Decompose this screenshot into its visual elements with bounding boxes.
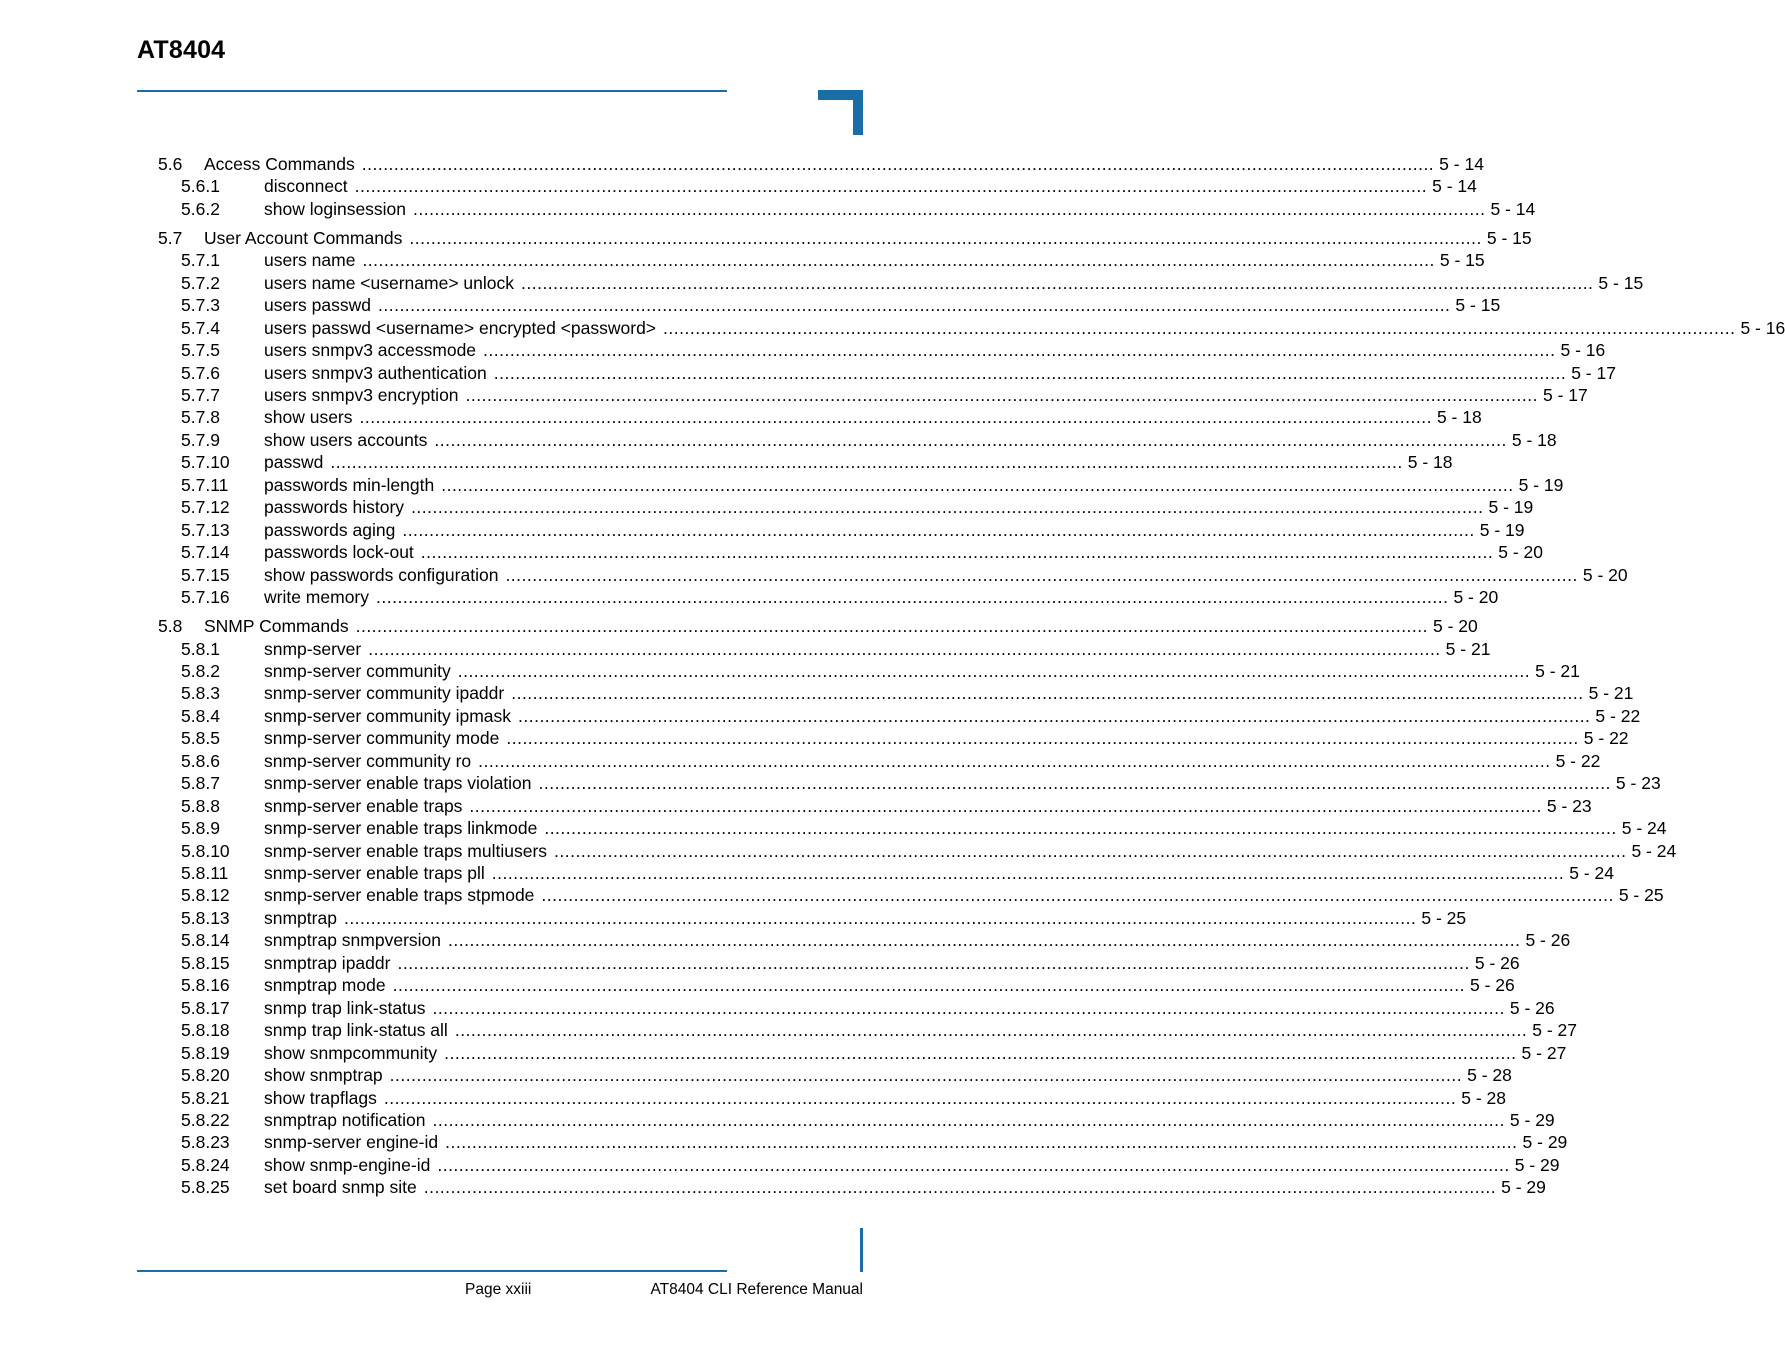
toc-entry-page: 5 - 19 — [1488, 497, 1534, 518]
toc-entry-page: 5 - 23 — [1615, 773, 1661, 794]
toc-entry-title: snmp-server community ipaddr — [264, 683, 505, 704]
toc-entry-page: 5 - 29 — [1509, 1109, 1555, 1130]
toc-entry-number: 5.6 — [158, 154, 183, 174]
toc-subsection-entry[interactable] — [0, 885, 1664, 906]
toc-subsection-entry[interactable] — [0, 198, 1536, 220]
toc-subsection-entry[interactable] — [0, 1042, 1567, 1064]
toc-dot-leader: ........................................................................................................................................................................................................ — [478, 750, 1551, 771]
toc-entry-number: 5.7.11 — [181, 474, 229, 495]
toc-entry-title: snmp-server engine-id — [264, 1132, 439, 1153]
toc-entry-title: snmptrap mode — [264, 975, 386, 996]
toc-dot-leader: ........................................................................................................................................................................................................ — [368, 638, 1441, 659]
footer-manual-title: AT8404 CLI Reference Manual — [650, 1281, 863, 1298]
toc-entry-page: 5 - 23 — [1546, 795, 1592, 816]
toc-entry-page: 5 - 24 — [1569, 863, 1614, 883]
toc-dot-leader: ........................................................................................................................................................................................................ — [448, 930, 1521, 951]
toc-subsection-entry[interactable] — [0, 975, 1515, 996]
toc-entry-page: 5 - 14 — [1432, 176, 1477, 197]
toc-dot-leader: ........................................................................................................................................................................................................ — [457, 660, 1531, 681]
header-rule — [137, 90, 727, 92]
toc-subsection-entry[interactable] — [0, 272, 1644, 294]
toc-entry-page: 5 - 29 — [1514, 1154, 1560, 1175]
toc-subsection-entry[interactable] — [0, 474, 1564, 496]
toc-entry-title: snmp-server — [264, 638, 362, 659]
toc-entry-title: snmp trap link-status — [264, 997, 426, 1018]
toc-dot-leader: ........................................................................................................................................................................................................ — [432, 1109, 1505, 1130]
toc-entry-number: 5.6.1 — [181, 176, 220, 197]
toc-dot-leader: ........................................................................................................................................................................................................ — [444, 1042, 1517, 1063]
toc-entry-page: 5 - 26 — [1474, 952, 1520, 973]
toc-section-entry[interactable] — [0, 616, 1478, 637]
toc-subsection-entry[interactable] — [0, 362, 1616, 384]
toc-dot-leader: ........................................................................................................................................................................................................ — [420, 542, 1494, 563]
toc-entry-page: 5 - 26 — [1525, 930, 1571, 951]
toc-entry-number: 5.7.4 — [181, 317, 220, 338]
toc-entry-title: snmp-server enable traps stpmode — [264, 885, 535, 906]
toc-dot-leader: ........................................................................................................................................................................................................ — [359, 407, 1432, 428]
toc-dot-leader: ........................................................................................................................................................................................................ — [469, 795, 1542, 816]
toc-entry-title: snmp-server enable traps multiusers — [264, 840, 548, 861]
toc-entry-page: 5 - 18 — [1436, 407, 1482, 428]
toc-entry-number: 5.7.10 — [181, 452, 230, 473]
toc-entry-page: 5 - 25 — [1421, 907, 1467, 928]
toc-entry-page: 5 - 21 — [1588, 683, 1634, 704]
toc-entry-number: 5.8.15 — [181, 952, 230, 973]
toc-entry-page: 5 - 25 — [1618, 885, 1664, 906]
toc-entry-number: 5.7.1 — [181, 250, 220, 271]
toc-entry-number: 5.8.9 — [181, 818, 220, 839]
toc-subsection-entry[interactable] — [0, 997, 1555, 1019]
toc-entry-page: 5 - 22 — [1555, 750, 1601, 771]
toc-entry-title: snmp-server enable traps linkmode — [264, 818, 538, 839]
toc-subsection-entry[interactable] — [0, 385, 1588, 406]
toc-dot-leader: ........................................................................................................................................................................................................ — [423, 1177, 1497, 1198]
toc-entry-title: passwords aging — [264, 519, 396, 540]
toc-entry-number: 5.6.2 — [181, 198, 220, 219]
toc-entry-page: 5 - 19 — [1479, 519, 1525, 540]
toc-entry-page: 5 - 20 — [1433, 616, 1478, 636]
toc-entry-page: 5 - 27 — [1532, 1020, 1577, 1041]
toc-entry-number: 5.7 — [158, 227, 183, 248]
toc-entry-number: 5.8.10 — [181, 840, 230, 861]
footer-rule — [137, 1270, 727, 1272]
toc-subsection-entry[interactable] — [0, 295, 1501, 316]
toc-dot-leader: ........................................................................................................................................................................................................ — [505, 564, 1578, 585]
toc-subsection-entry[interactable] — [0, 1020, 1577, 1041]
toc-entry-page: 5 - 16 — [1740, 317, 1785, 338]
toc-entry-title: snmp-server community mode — [264, 728, 500, 749]
toc-entry-number: 5.7.2 — [181, 272, 220, 293]
toc-entry-page: 5 - 14 — [1490, 198, 1536, 219]
toc-entry-number: 5.8.12 — [181, 885, 230, 906]
toc-entry-page: 5 - 16 — [1560, 340, 1606, 361]
toc-entry-title: show trapflags — [264, 1087, 377, 1108]
toc-subsection-entry[interactable] — [0, 638, 1491, 660]
toc-dot-leader: ........................................................................................................................................................................................................ — [402, 519, 1475, 540]
toc-entry-title: snmp-server community ro — [264, 750, 472, 771]
toc-subsection-entry[interactable] — [0, 452, 1453, 473]
toc-entry-page: 5 - 29 — [1522, 1132, 1568, 1153]
toc-subsection-entry[interactable] — [0, 683, 1634, 704]
toc-entry-page: 5 - 22 — [1583, 728, 1629, 749]
document-title: AT8404 — [137, 36, 226, 64]
toc-dot-leader: ........................................................................................................................................................................................................ — [361, 154, 1435, 174]
toc-dot-leader: ........................................................................................................................................................................................................ — [354, 176, 1428, 197]
toc-subsection-entry[interactable] — [0, 519, 1525, 541]
toc-entry-page: 5 - 28 — [1461, 1087, 1507, 1108]
toc-subsection-entry[interactable] — [0, 840, 1677, 862]
toc-subsection-entry[interactable] — [0, 317, 1785, 339]
toc-dot-leader: ........................................................................................................................................................................................................ — [663, 317, 1736, 338]
toc-entry-title: write memory — [264, 587, 370, 607]
toc-entry-number: 5.7.3 — [181, 295, 220, 316]
toc-subsection-entry[interactable] — [0, 1065, 1512, 1086]
toc-entry-number: 5.7.12 — [181, 497, 230, 518]
toc-dot-leader: ........................................................................................................................................................................................................ — [506, 728, 1579, 749]
toc-subsection-entry[interactable] — [0, 497, 1534, 518]
toc-entry-title: passwd — [264, 452, 324, 473]
toc-entry-number: 5.8.2 — [181, 660, 220, 681]
toc-entry-page: 5 - 26 — [1470, 975, 1515, 996]
toc-dot-leader: ........................................................................................................................................................................................................ — [541, 885, 1614, 906]
toc-subsection-entry[interactable] — [0, 542, 1543, 563]
toc-entry-number: 5.7.14 — [181, 542, 230, 563]
toc-entry-number: 5.8.16 — [181, 975, 230, 996]
toc-entry-number: 5.8.8 — [181, 795, 220, 816]
toc-dot-leader: ........................................................................................................................................................................................................ — [518, 705, 1591, 726]
toc-entry-title: passwords min-length — [264, 474, 435, 495]
toc-subsection-entry[interactable] — [0, 250, 1485, 271]
toc-entry-title: snmp-server community — [264, 660, 451, 681]
toc-entry-page: 5 - 27 — [1521, 1042, 1567, 1063]
toc-subsection-entry[interactable] — [0, 907, 1467, 929]
toc-subsection-entry[interactable] — [0, 728, 1629, 749]
toc-subsection-entry[interactable] — [0, 818, 1667, 839]
toc-dot-leader: ........................................................................................................................................................................................................ — [355, 616, 1429, 636]
toc-entry-title: show users — [264, 407, 353, 428]
toc-dot-leader: ........................................................................................................................................................................................................ — [411, 497, 1484, 518]
toc-entry-title: snmptrap ipaddr — [264, 952, 391, 973]
toc-subsection-entry[interactable] — [0, 773, 1661, 794]
toc-dot-leader: ........................................................................................................................................................................................................ — [378, 295, 1451, 316]
toc-dot-leader: ........................................................................................................................................................................................................ — [330, 452, 1403, 473]
toc-entry-title: set board snmp site — [264, 1177, 417, 1198]
toc-subsection-entry[interactable] — [0, 564, 1628, 586]
toc-entry-title: users passwd <username> encrypted <password> — [264, 317, 657, 338]
toc-entry-page: 5 - 26 — [1509, 997, 1555, 1018]
toc-entry-number: 5.8.14 — [181, 930, 230, 951]
toc-entry-title: disconnect — [264, 176, 348, 197]
toc-subsection-entry[interactable] — [0, 660, 1580, 682]
toc-dot-leader: ........................................................................................................................................................................................................ — [362, 250, 1435, 271]
toc-entry-title: users passwd — [264, 295, 371, 316]
toc-entry-number: 5.8.17 — [181, 997, 230, 1018]
toc-subsection-entry[interactable] — [0, 407, 1482, 428]
toc-section-entry[interactable] — [0, 227, 1532, 249]
toc-subsection-entry[interactable] — [0, 750, 1601, 772]
toc-dot-leader: ........................................................................................................................................................................................................ — [389, 1065, 1463, 1085]
toc-dot-leader: ........................................................................................................................................................................................................ — [544, 818, 1617, 839]
toc-entry-page: 5 - 20 — [1498, 542, 1543, 563]
toc-subsection-entry[interactable] — [0, 587, 1499, 608]
toc-entry-number: 5.8.18 — [181, 1020, 230, 1041]
toc-entry-title: show loginsession — [264, 198, 407, 219]
toc-entry-title: users name <username> unlock — [264, 272, 514, 293]
toc-entry-title: show snmp-engine-id — [264, 1154, 431, 1175]
toc-entry-page: 5 - 20 — [1453, 587, 1499, 607]
toc-entry-number: 5.8.5 — [181, 728, 220, 749]
toc-entry-number: 5.8.22 — [181, 1109, 230, 1130]
toc-entry-title: users name — [264, 250, 356, 271]
toc-entry-number: 5.7.13 — [181, 519, 230, 540]
toc-entry-number: 5.7.9 — [181, 429, 220, 450]
toc-entry-page: 5 - 14 — [1439, 154, 1484, 174]
toc-dot-leader: ........................................................................................................................................................................................................ — [538, 773, 1611, 794]
toc-dot-leader: ........................................................................................................................................................................................................ — [397, 952, 1470, 973]
toc-subsection-entry[interactable] — [0, 863, 1614, 884]
toc-entry-title: users snmpv3 encryption — [264, 385, 459, 405]
toc-entry-title: snmptrap notification — [264, 1109, 426, 1130]
toc-entry-number: 5.7.15 — [181, 564, 230, 585]
toc-dot-leader: ........................................................................................................................................................................................................ — [465, 385, 1538, 405]
footer-page-number: Page xxiii — [465, 1281, 532, 1298]
toc-entry-title: User Account Commands — [204, 227, 403, 248]
toc-subsection-entry[interactable] — [0, 1154, 1560, 1176]
toc-entry-title: SNMP Commands — [204, 616, 349, 636]
toc-subsection-entry[interactable] — [0, 930, 1571, 951]
toc-entry-number: 5.8.25 — [181, 1177, 230, 1198]
toc-entry-page: 5 - 28 — [1467, 1065, 1512, 1085]
toc-entry-number: 5.8.23 — [181, 1132, 230, 1153]
toc-entry-title: users snmpv3 authentication — [264, 362, 487, 383]
toc-dot-leader: ........................................................................................................................................................................................................ — [554, 840, 1627, 861]
toc-dot-leader: ........................................................................................................................................................................................................ — [392, 975, 1466, 996]
corner-mark-top — [818, 90, 863, 135]
toc-entry-title: show snmpcommunity — [264, 1042, 438, 1063]
toc-dot-leader: ........................................................................................................................................................................................................ — [376, 587, 1449, 607]
toc-subsection-entry[interactable] — [0, 795, 1592, 817]
toc-entry-title: show users accounts — [264, 429, 428, 450]
toc-entry-title: snmptrap snmpversion — [264, 930, 442, 951]
toc-entry-page: 5 - 21 — [1445, 638, 1491, 659]
toc-entry-number: 5.8.4 — [181, 705, 220, 726]
toc-entry-page: 5 - 24 — [1631, 840, 1677, 861]
toc-entry-page: 5 - 22 — [1595, 705, 1641, 726]
toc-section-entry[interactable] — [0, 154, 1484, 175]
toc-entry-title: snmp-server enable traps pll — [264, 863, 485, 883]
toc-dot-leader: ........................................................................................................................................................................................................ — [437, 1154, 1510, 1175]
toc-entry-number: 5.8.19 — [181, 1042, 230, 1063]
toc-entry-page: 5 - 15 — [1439, 250, 1485, 271]
toc-dot-leader: ........................................................................................................................................................................................................ — [493, 362, 1567, 383]
toc-entry-number: 5.8.7 — [181, 773, 220, 794]
toc-entry-number: 5.7.5 — [181, 340, 220, 361]
toc-dot-leader: ........................................................................................................................................................................................................ — [343, 907, 1417, 928]
toc-entry-page: 5 - 21 — [1535, 660, 1580, 681]
toc-entry-title: snmp-server enable traps — [264, 795, 463, 816]
toc-entry-title: passwords history — [264, 497, 405, 518]
toc-entry-page: 5 - 19 — [1518, 474, 1564, 495]
toc-dot-leader: ........................................................................................................................................................................................................ — [445, 1132, 1518, 1153]
toc-entry-page: 5 - 15 — [1486, 227, 1532, 248]
toc-entry-number: 5.8.11 — [181, 863, 229, 883]
toc-entry-title: show passwords configuration — [264, 564, 499, 585]
toc-dot-leader: ........................................................................................................................................................................................................ — [454, 1020, 1528, 1041]
toc-subsection-entry[interactable] — [0, 176, 1477, 197]
toc-entry-number: 5.8.20 — [181, 1065, 230, 1085]
toc-entry-number: 5.8.13 — [181, 907, 230, 928]
toc-entry-number: 5.8 — [158, 616, 183, 636]
toc-entry-title: snmp trap link-status all — [264, 1020, 448, 1041]
toc-dot-leader: ........................................................................................................................................................................................................ — [434, 429, 1507, 450]
toc-dot-leader: ........................................................................................................................................................................................................ — [432, 997, 1505, 1018]
toc-dot-leader: ........................................................................................................................................................................................................ — [483, 340, 1556, 361]
toc-subsection-entry[interactable] — [0, 1132, 1568, 1153]
toc-entry-number: 5.7.16 — [181, 587, 230, 607]
toc-dot-leader: ........................................................................................................................................................................................................ — [511, 683, 1584, 704]
toc-entry-title: passwords lock-out — [264, 542, 414, 563]
toc-dot-leader: ........................................................................................................................................................................................................ — [441, 474, 1514, 495]
toc-entry-title: Access Commands — [204, 154, 355, 174]
toc-subsection-entry[interactable] — [0, 952, 1520, 974]
toc-entry-page: 5 - 29 — [1501, 1177, 1546, 1198]
toc-dot-leader: ........................................................................................................................................................................................................ — [491, 863, 1565, 883]
toc-entry-page: 5 - 17 — [1571, 362, 1616, 383]
toc-entry-number: 5.8.1 — [181, 638, 220, 659]
toc-entry-page: 5 - 24 — [1621, 818, 1667, 839]
toc-entry-page: 5 - 17 — [1542, 385, 1588, 405]
toc-subsection-entry[interactable] — [0, 1109, 1555, 1131]
toc-dot-leader: ........................................................................................................................................................................................................ — [409, 227, 1482, 248]
toc-subsection-entry[interactable] — [0, 340, 1606, 361]
toc-subsection-entry[interactable] — [0, 429, 1557, 451]
toc-entry-title: users snmpv3 accessmode — [264, 340, 477, 361]
toc-entry-number: 5.8.3 — [181, 683, 220, 704]
toc-subsection-entry[interactable] — [0, 1177, 1546, 1198]
toc-subsection-entry[interactable] — [0, 1087, 1507, 1109]
toc-entry-title: snmp-server community ipmask — [264, 705, 511, 726]
toc-entry-title: snmptrap — [264, 907, 337, 928]
corner-mark-bottom — [860, 1228, 863, 1272]
toc-entry-page: 5 - 20 — [1582, 564, 1628, 585]
toc-entry-number: 5.8.21 — [181, 1087, 230, 1108]
toc-dot-leader: ........................................................................................................................................................................................................ — [413, 198, 1486, 219]
toc-entry-number: 5.8.24 — [181, 1154, 230, 1175]
toc-entry-number: 5.8.6 — [181, 750, 220, 771]
toc-dot-leader: ........................................................................................................................................................................................................ — [521, 272, 1594, 293]
toc-subsection-entry[interactable] — [0, 705, 1641, 727]
toc-entry-page: 5 - 15 — [1455, 295, 1501, 316]
toc-entry-page: 5 - 18 — [1511, 429, 1557, 450]
toc-entry-page: 5 - 18 — [1407, 452, 1453, 473]
toc-entry-number: 5.7.6 — [181, 362, 220, 383]
toc-entry-number: 5.7.8 — [181, 407, 220, 428]
toc-entry-title: show snmptrap — [264, 1065, 383, 1085]
toc-entry-number: 5.7.7 — [181, 385, 220, 405]
toc-entry-title: snmp-server enable traps violation — [264, 773, 532, 794]
toc-entry-page: 5 - 15 — [1598, 272, 1644, 293]
toc-dot-leader: ........................................................................................................................................................................................................ — [383, 1087, 1457, 1108]
